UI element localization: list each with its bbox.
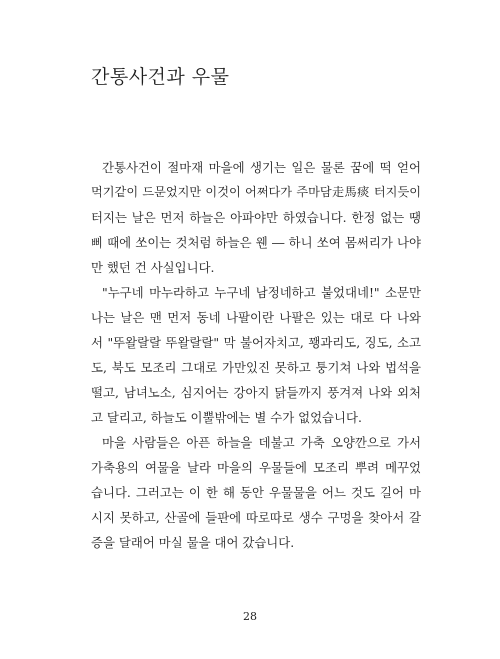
text-line: 습니다. 그러고는 이 한 해 동안 우물물을 어느 것도 길어 마	[91, 485, 421, 500]
paragraph-2	[91, 280, 421, 430]
text-line: 먹기같이 드문었지만 이것이 어쩌다가 주마담走馬痰 터지듯이	[91, 185, 421, 199]
text-line: 시지 못하고, 산골에 들판에 따로따로 생수 구멍을 찾아서 갈	[91, 510, 421, 525]
text-line: 서 "뚜왈랄랄 뚜왈랄랄" 막 불어자치고, 꽹과리도, 징도, 소고	[91, 335, 421, 350]
text-line: 가축용의 여물을 날라 마을의 우물들에 모조리 뿌려 메꾸었	[91, 460, 421, 475]
paragraph-1	[91, 155, 421, 280]
text-line: "누구네 마누라하고 누구네 남정네하고 붙었대네!" 소문만	[102, 285, 421, 300]
paragraph-3	[91, 430, 421, 555]
text-line: 마을 사람들은 아픈 하늘을 데불고 가축 오양깐으로 가서	[102, 435, 421, 450]
text-line: 만 했던 건 사실입니다.	[91, 260, 215, 275]
chapter-title: 간통사건과 우물	[91, 66, 230, 88]
text-line: 삐 때에 쏘이는 것처럼 하늘은 웬 ― 하니 쏘여 몸써리가 나야	[91, 235, 421, 250]
body-text	[91, 155, 421, 555]
text-line: 터지는 날은 먼저 하늘은 아파야만 하였습니다. 한정 없는 땡	[91, 210, 421, 225]
text-line: 간통사건이 절마재 마을에 생기는 일은 물론 꿈에 떡 얻어	[102, 160, 421, 175]
text-line: 고 달리고, 하늘도 이뿔밖에는 별 수가 없었습니다.	[91, 410, 362, 425]
text-line: 나는 날은 맨 먼저 동네 나팔이란 나팔은 있는 대로 다 나와	[91, 310, 421, 325]
text-line: 떨고, 남녀노소, 심지어는 강아지 닭들까지 풍겨져 나와 외처	[91, 385, 421, 400]
text-line: 도, 북도 모조리 그대로 가만있진 못하고 퉁기쳐 나와 법석을	[91, 360, 421, 375]
page-number: 28	[243, 610, 257, 623]
text-line: 증을 달래어 마실 물을 대어 갔습니다.	[91, 535, 295, 550]
